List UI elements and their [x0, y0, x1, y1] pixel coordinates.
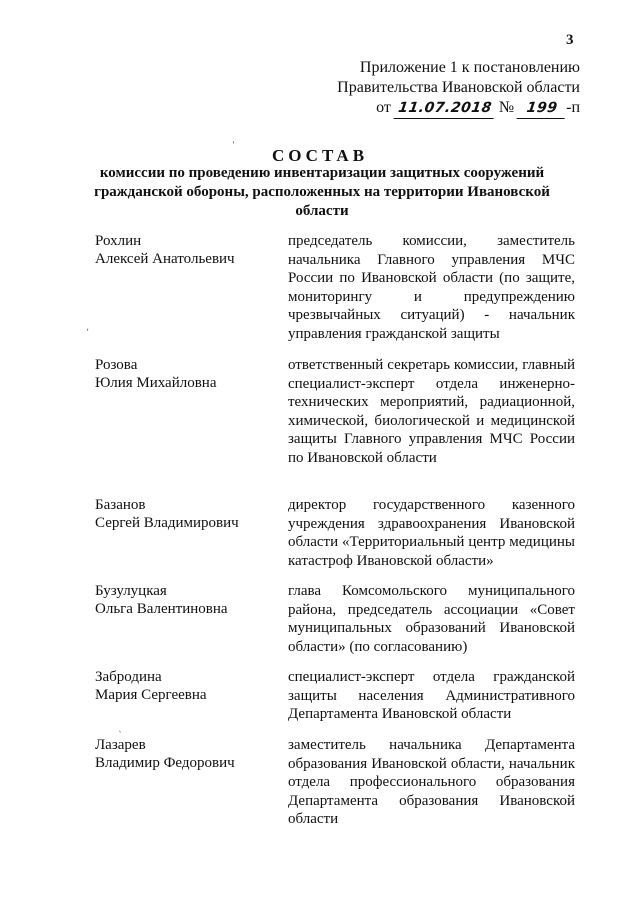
member-given-names: Юлия Михайловна — [95, 375, 217, 391]
member-given-names: Мария Сергеевна — [95, 687, 207, 703]
scan-speck: ˎ — [118, 722, 123, 733]
appendix-prefix: от — [376, 99, 391, 116]
member-given-names: Ольга Валентиновна — [95, 601, 228, 617]
member-name — [95, 496, 265, 582]
member-role: директор государственного казенного учреждения здравоохранения Ивановской области «Территориальный центр медицины катастроф Ивановской области» — [288, 497, 575, 569]
scan-speck: , — [86, 322, 90, 333]
appendix-line-2: Правительства Ивановской области — [337, 79, 580, 96]
member-name — [95, 582, 265, 668]
member-given-names: Алексей Анатольевич — [95, 251, 235, 267]
scan-speck: ' — [232, 140, 235, 151]
appendix-line-1: Приложение 1 к постановлению — [359, 59, 580, 76]
member-given-names: Владимир Федорович — [95, 755, 235, 771]
handwritten-date: 11.07.2018 — [393, 98, 496, 119]
member-role: глава Комсомольского муниципального района, председатель ассоциации «Совет муниципальных образований Ивановской области» (по согласованию) — [288, 583, 575, 655]
member-surname: Рохлин — [95, 233, 142, 249]
member-surname: Базанов — [95, 497, 146, 513]
member-role: специалист-эксперт отдела гражданской защиты населения Административного Департамента Ивановской области — [288, 669, 575, 722]
member-row — [95, 736, 575, 832]
member-row — [95, 232, 575, 356]
member-given-names: Сергей Владимирович — [95, 515, 239, 531]
member-surname: Розова — [95, 357, 138, 373]
member-surname: Забродина — [95, 669, 162, 685]
member-row — [95, 582, 575, 668]
appendix-number-prefix: № — [498, 99, 515, 116]
member-row — [95, 356, 575, 496]
appendix-header — [300, 58, 580, 119]
document-title: СОСТАВ — [271, 146, 369, 165]
member-row — [95, 668, 575, 736]
member-row — [95, 496, 575, 582]
member-name — [95, 232, 265, 356]
member-surname: Бузулуцкая — [95, 583, 167, 599]
member-role: председатель комиссии, заместитель начальника Главного управления МЧС России по Ивановской области (по защите, мониторингу и предупреждению чрезвычайных ситуаций) - начальник управления гражданской защиты — [288, 233, 575, 342]
member-role: заместитель начальника Департамента образования Ивановской области, начальник отдела профессионального образования Департамента образования Ивановской области — [288, 737, 575, 827]
appendix-line-3 — [300, 98, 580, 119]
member-name — [95, 356, 265, 496]
members-list — [95, 232, 575, 832]
member-surname: Лазарев — [95, 737, 146, 753]
page-number: 3 — [566, 32, 574, 48]
handwritten-number: 199 — [517, 98, 568, 119]
member-role: ответственный секретарь комиссии, главный специалист-эксперт отдела инженерно-технических мероприятий, радиационной, химической, биологической и медицинской защиты Главного управления МЧС России по Ивановской области — [288, 357, 575, 466]
document-subtitle: комиссии по проведению инвентаризации защитных сооружений гражданской обороны, расположенных на территории Ивановской области — [94, 165, 550, 219]
member-name — [95, 736, 265, 832]
appendix-suffix: -п — [566, 99, 580, 116]
